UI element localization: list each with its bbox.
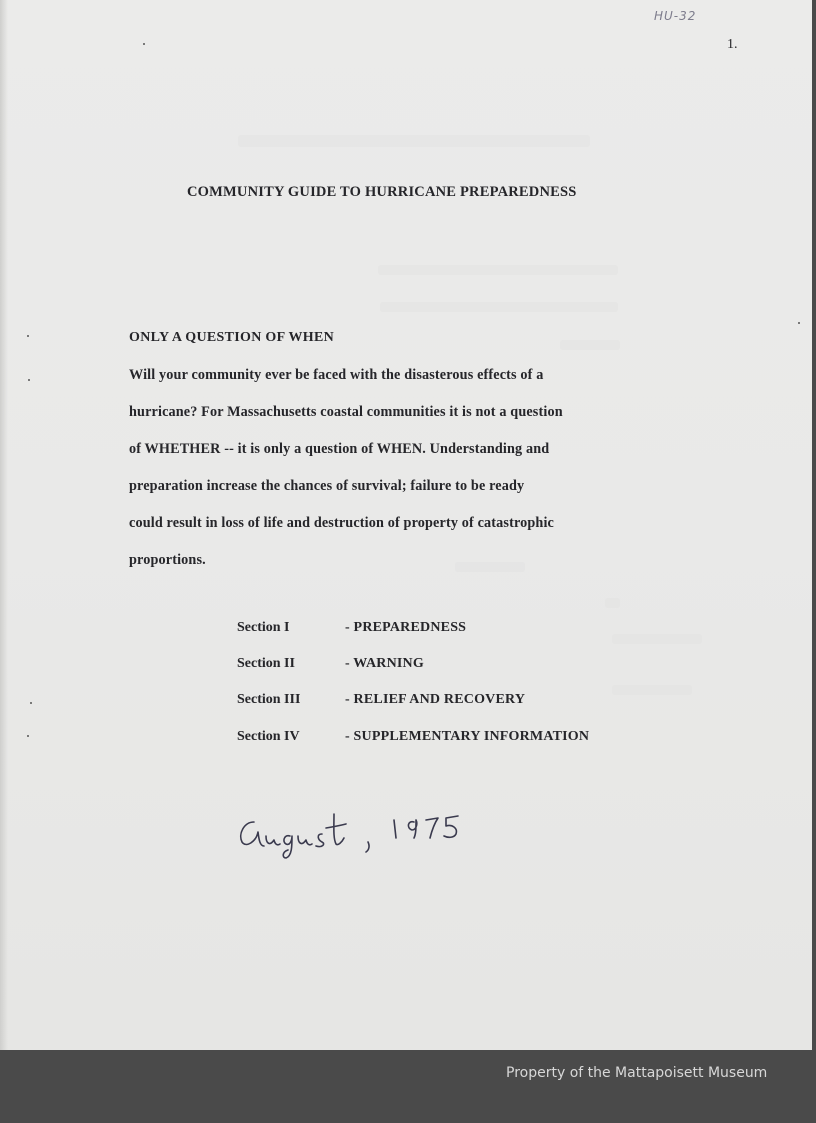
section-label: Section I <box>237 620 290 635</box>
section-label: Section III <box>237 692 301 707</box>
scan-speck <box>30 702 32 704</box>
page-number: 1. <box>727 37 738 52</box>
scan-speck <box>143 43 145 45</box>
section-name: - WARNING <box>345 656 424 671</box>
museum-credit: Property of the Mattapoisett Museum <box>506 1065 768 1081</box>
paragraph-line: proportions. <box>129 552 206 568</box>
section-label: Section II <box>237 656 295 671</box>
handwritten-date-drawing <box>234 800 474 870</box>
section-heading: ONLY A QUESTION OF WHEN <box>129 330 335 345</box>
scan-speck <box>798 322 800 324</box>
section-name: - SUPPLEMENTARY INFORMATION <box>345 729 590 744</box>
scan-speck <box>27 735 29 737</box>
section-label: Section IV <box>237 729 300 744</box>
page-edge-shadow <box>0 0 8 1050</box>
section-name: - RELIEF AND RECOVERY <box>345 692 526 707</box>
handwritten-reference: HU-32 <box>654 9 697 23</box>
paragraph-line: of WHETHER -- it is only a question of WHEN. Understanding and <box>129 441 550 457</box>
paragraph-line: Will your community ever be faced with the disasterous effects of a <box>129 367 544 383</box>
section-name: - PREPAREDNESS <box>345 620 467 635</box>
scan-speck <box>27 335 29 337</box>
handwritten-date <box>234 800 474 870</box>
scan-speck <box>28 379 30 381</box>
document-title: COMMUNITY GUIDE TO HURRICANE PREPAREDNESS <box>187 184 577 200</box>
paragraph-line: preparation increase the chances of survival; failure to be ready <box>129 478 525 494</box>
intro-paragraph <box>129 360 669 582</box>
paragraph-line: hurricane? For Massachusetts coastal communities it is not a question <box>129 404 563 420</box>
paragraph-line: could result in loss of life and destruction of property of catastrophic <box>129 515 554 531</box>
